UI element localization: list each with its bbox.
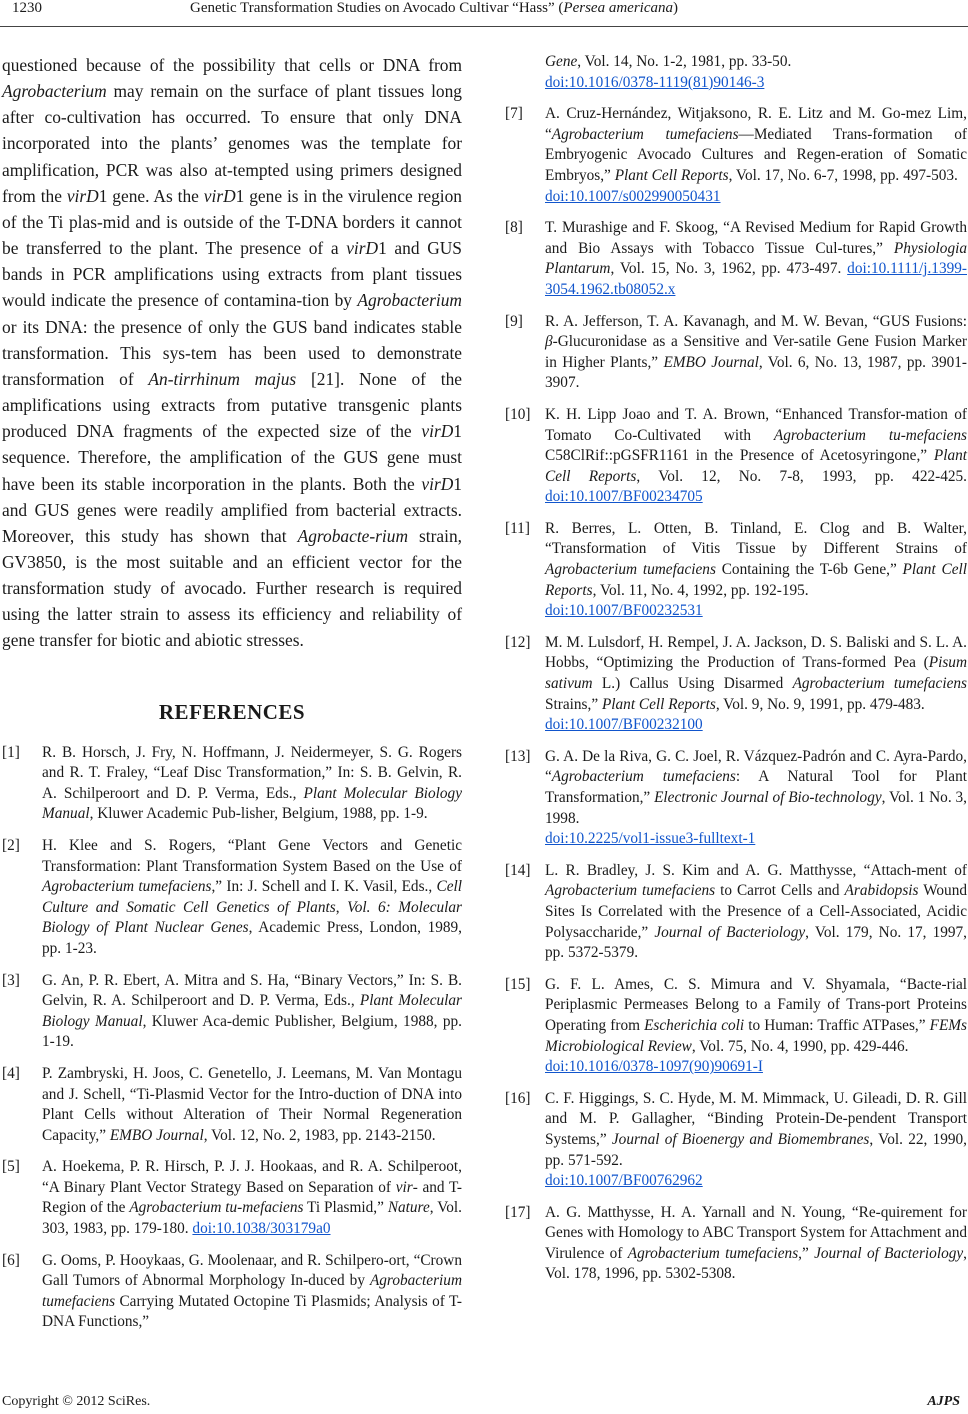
- doi-link[interactable]: doi:10.1007/BF00232531: [545, 602, 703, 620]
- doi-link[interactable]: doi:10.1016/0378-1097(90)90691-I: [545, 1058, 763, 1076]
- doi-link[interactable]: doi:10.1007/BF00762962: [545, 1172, 703, 1190]
- running-title-end: ): [672, 0, 678, 16]
- left-column: [2, 52, 462, 1344]
- running-title-text: Genetic Transformation Studies on Avocado Cultivar “Hass” (: [190, 0, 564, 16]
- reference-15: [15] G. F. L. Ames, C. S. Mimura and V. Shyamala, “Bacte-rial Periplasmic Permeases Belong to a Family of Trans-port Proteins Operating from Escherichia coli to Human: Traffic ATPases,” FEMs Microbiological Review, Vol. 75, No. 4, 1990, pp. 429-446. doi:10.1016/0378-1097(90)90691-I: [505, 975, 967, 1076]
- reference-12: [12] M. M. Lulsdorf, H. Rempel, J. A. Jackson, D. S. Baliski and S. L. A. Hobbs, “Optimizing the Production of Trans-formed Pea (Pisum sativum L.) Callus Using Disarmed Agrobacterium tumefaciens Strains,” Plant Cell Reports, Vol. 9, No. 9, 1991, pp. 479-483. doi:10.1007/BF00232100: [505, 633, 967, 734]
- running-title: [190, 0, 678, 17]
- reference-13: [13] G. A. De la Riva, G. C. Joel, R. Vázquez-Padrón and C. Ayra-Pardo, “Agrobacterium tumefaciens: A Natural Tool for Plant Transformation,” Electronic Journal of Bio-technology, Vol. 1 No. 3, 1998. doi:10.2225/vol1-issue3-fulltext-1: [505, 747, 967, 848]
- doi-link[interactable]: doi:10.1007/BF00234705: [545, 488, 703, 506]
- reference-14: [14] L. R. Bradley, J. S. Kim and A. G. Matthysse, “Attach-ment of Agrobacterium tumefaciens to Carrot Cells and Arabidopsis Wound Sites Is Correlated with the Presence of a Cell-Associated, Acidic Polysaccharide,” Journal of Bacteriology, Vol. 179, No. 17, 1997, pp. 5372-5379.: [505, 861, 967, 962]
- reference-2: [2] H. Klee and S. Rogers, “Plant Gene Vectors and Genetic Transformation: Plant Transformation System Based on the Use of Agrobacterium tumefaciens,” In: J. Schell and I. K. Vasil, Eds., Cell Culture and Somatic Cell Genetics of Plants, Vol. 6: Molecular Biology of Plant Nuclear Genes, Academic Press, London, 1989, pp. 1-23.: [2, 836, 462, 957]
- doi-link[interactable]: doi:10.1038/303179a0: [192, 1220, 331, 1238]
- reference-16: [16] C. F. Higgings, S. C. Hyde, M. M. Mimmack, U. Gileadi, D. R. Gill and M. P. Gallagher, “Binding Protein-De-pendent Transport Systems,” Journal of Bioenergy and Biomembranes, Vol. 22, 1990, pp. 571-592. doi:10.1007/BF00762962: [505, 1089, 967, 1190]
- body-paragraph: questioned because of the possibility that cells or DNA from Agrobacterium may remain on the surface of plant tissues long after co-cultivation has occurred. To ensure that only DNA incorporated into the plants’ genomes was the template for amplification, PCR was also at-tempted using primers designed from the virD1 gene. As the virD1 gene is in the virulence region of the Ti plas-mid and is outside of the T-DNA borders it cannot be transferred to the plant. The presence of a virD1 and GUS bands in PCR amplifications using extracts from plant tissues would indicate the presence of contamina-tion by Agrobacterium or its DNA: the presence of only the GUS band indicates stable transformation. This sys-tem has been used to demonstrate transformation of An-tirrhinum majus [21]. None of the amplifications using extracts from putative transgenic plants produced DNA fragments of the expected size of the virD1 sequence. Therefore, the amplification of the GUS gene must have been its stable incorporation in the plants. Both the virD1 and GUS genes were readily amplified from bacterial extracts. Moreover, this study has shown that Agrobacte-rium strain, GV3850, is the most suitable and an efficient vector for the transformation study of avocado. Further research is required using the latter strain to assess its efficiency and reliability of gene transfer for biotic and abiotic stresses.: [2, 55, 463, 651]
- doi-link[interactable]: doi:10.1007/s002990050431: [545, 187, 721, 205]
- doi-link[interactable]: doi:10.2225/vol1-issue3-fulltext-1: [545, 830, 756, 848]
- page-number: 1230: [12, 0, 42, 16]
- references-heading: REFERENCES: [158, 699, 306, 724]
- copyright-notice: Copyright © 2012 SciRes.: [2, 1394, 151, 1409]
- reference-9: [9] R. A. Jefferson, T. A. Kavanagh, and M. W. Bevan, “GUS Fusions: β-Glucuronidase as a Sensitive and Ver-satile Gene Fusion Marker in Higher Plants,” EMBO Journal, Vol. 6, No. 13, 1987, pp. 3901-3907.: [505, 312, 967, 392]
- reference-1: [1] R. B. Horsch, J. Fry, N. Hoffmann, J. Neidermeyer, S. G. Rogers and R. T. Fraley, “Leaf Disc Transformation,” In: S. B. Gelvin, R. A. Schilperoort and D. P. Verma, Eds., Plant Molecular Biology Manual, Kluwer Academic Pub-lisher, Belgium, 1988, pp. 1-9.: [2, 743, 462, 823]
- header-rule: [0, 26, 968, 27]
- reference-5: [5] A. Hoekema, P. R. Hirsch, P. J. J. Hookaas, and R. A. Schilperoot, “A Binary Plant Vector Strategy Based on Separation of vir- and T-Region of the Agrobacterium tu-mefaciens Ti Plasmid,” Nature, Vol. 303, 1983, pp. 179-180. doi:10.1038/303179a0: [2, 1158, 462, 1238]
- reference-7: [7] A. Cruz-Hernández, Witjaksono, R. E. Litz and M. Go-mez Lim, “Agrobacterium tumefaciens—Mediated Trans-formation of Embryogenic Avocado Cultures and Regen-eration of Somatic Embryos,” Plant Cell Reports, Vol. 17, No. 6-7, 1998, pp. 497-503. doi:10.1007/s002990050431: [505, 105, 967, 205]
- reference-6: [6] G. Ooms, P. Hooykaas, G. Moolenaar, and R. Schilpero-ort, “Crown Gall Tumors of Abnormal Morphology In-duced by Agrobacterium tumefaciens Carrying Mutated Octopine Ti Plasmids; Analysis of T-DNA Functions,”: [2, 1251, 462, 1331]
- reference-3: [3] G. An, P. R. Ebert, A. Mitra and S. Ha, “Binary Vectors,” In: S. B. Gelvin, R. A. Schilperoort and D. P. Verma, Eds., Plant Molecular Biology Manual, Kluwer Aca-demic Publisher, Belgium, 1988, pp. 1-19.: [2, 971, 462, 1051]
- reference-10: [10] K. H. Lipp Joao and T. A. Brown, “Enhanced Transfor-mation of Tomato Co-Cultivated with Agrobacterium tu-mefaciens C58ClRif::pGSFR1161 in the Presence of Acetosyringone,” Plant Cell Reports, Vol. 12, No. 7-8, 1993, pp. 422-425. doi:10.1007/BF00234705: [505, 405, 967, 506]
- reference-11: [11] R. Berres, L. Otten, B. Tinland, E. Clog and B. Walter, “Transformation of Vitis Tissue by Different Strains of Agrobacterium tumefaciens Containing the T-6b Gene,” Plant Cell Reports, Vol. 11, No. 4, 1992, pp. 192-195. doi:10.1007/BF00232531: [505, 519, 967, 620]
- running-title-species: Persea americana: [563, 0, 673, 16]
- reference-8: [8] T. Murashige and F. Skoog, “A Revised Medium for Rapid Growth and Bio Assays with Tobacco Tissue Cul-tures,” Physiologia Plantarum, Vol. 15, No. 3, 1962, pp. 473-497. doi:10.1111/j.1399-3054.1962.tb08052.x: [505, 219, 967, 298]
- doi-link[interactable]: doi:10.1007/BF00232100: [545, 716, 703, 734]
- reference-4: [4] P. Zambryski, H. Joos, C. Genetello, J. Leemans, M. Van Montagu and J. Schell, “Ti-Plasmid Vector for the Intro-duction of DNA into Plant Cells without Alteration of Their Normal Regeneration Capacity,” EMBO Journal, Vol. 12, No. 2, 1983, pp. 2143-2150.: [2, 1064, 462, 1144]
- reference-17: [17] A. G. Matthysse, H. A. Yarnall and N. Young, “Re-quirement for Genes with Homology to ABC Transport System for Attachment and Virulence of Agrobacterium tumefaciens,” Journal of Bacteriology, Vol. 178, 1996, pp. 5302-5308.: [505, 1203, 967, 1283]
- reference-6-continued: Gene, Vol. 14, No. 1-2, 1981, pp. 33-50. doi:10.1016/0378-1119(81)90146-3: [545, 53, 792, 91]
- right-column: [505, 52, 967, 1296]
- journal-abbrev: AJPS: [927, 1394, 960, 1409]
- doi-link[interactable]: doi:10.1016/0378-1119(81)90146-3: [545, 73, 765, 91]
- doi-link[interactable]: doi:10.1111/j.1399-3054.1962.tb08052.x: [545, 260, 967, 298]
